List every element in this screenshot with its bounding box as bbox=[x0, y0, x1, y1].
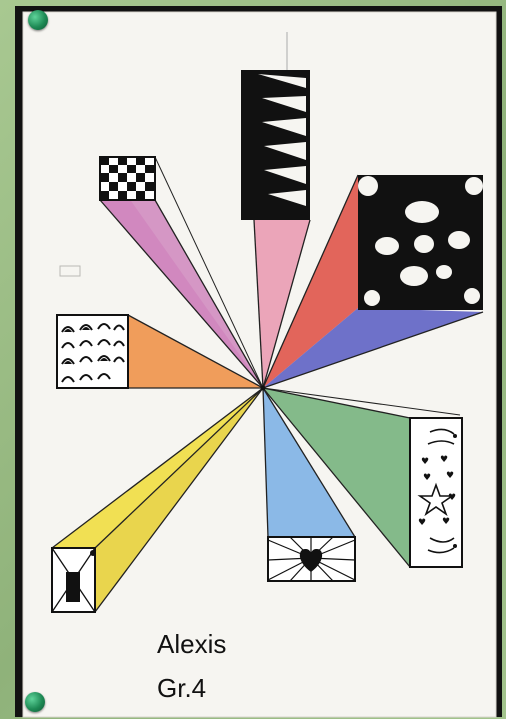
vanishing-point bbox=[261, 386, 266, 391]
svg-text:♥: ♥ bbox=[442, 517, 451, 527]
window-box bbox=[52, 548, 96, 612]
heart-box bbox=[268, 537, 355, 581]
hearts-star-box bbox=[410, 418, 462, 567]
svg-text:♥: ♥ bbox=[423, 473, 432, 483]
push-pin-icon bbox=[25, 692, 45, 712]
svg-text:♥: ♥ bbox=[418, 518, 427, 528]
artist-grade: Gr.4 bbox=[157, 673, 207, 703]
checkerboard-box bbox=[100, 157, 155, 200]
artist-name: Alexis bbox=[157, 629, 227, 659]
push-pin-icon bbox=[28, 10, 48, 30]
svg-text:♥: ♥ bbox=[446, 471, 455, 481]
svg-text:♥: ♥ bbox=[448, 493, 457, 503]
svg-text:♥: ♥ bbox=[440, 455, 449, 465]
svg-text:♥: ♥ bbox=[421, 457, 430, 467]
polka-dot-box bbox=[358, 175, 483, 310]
rainbow-arch-box bbox=[57, 315, 128, 388]
